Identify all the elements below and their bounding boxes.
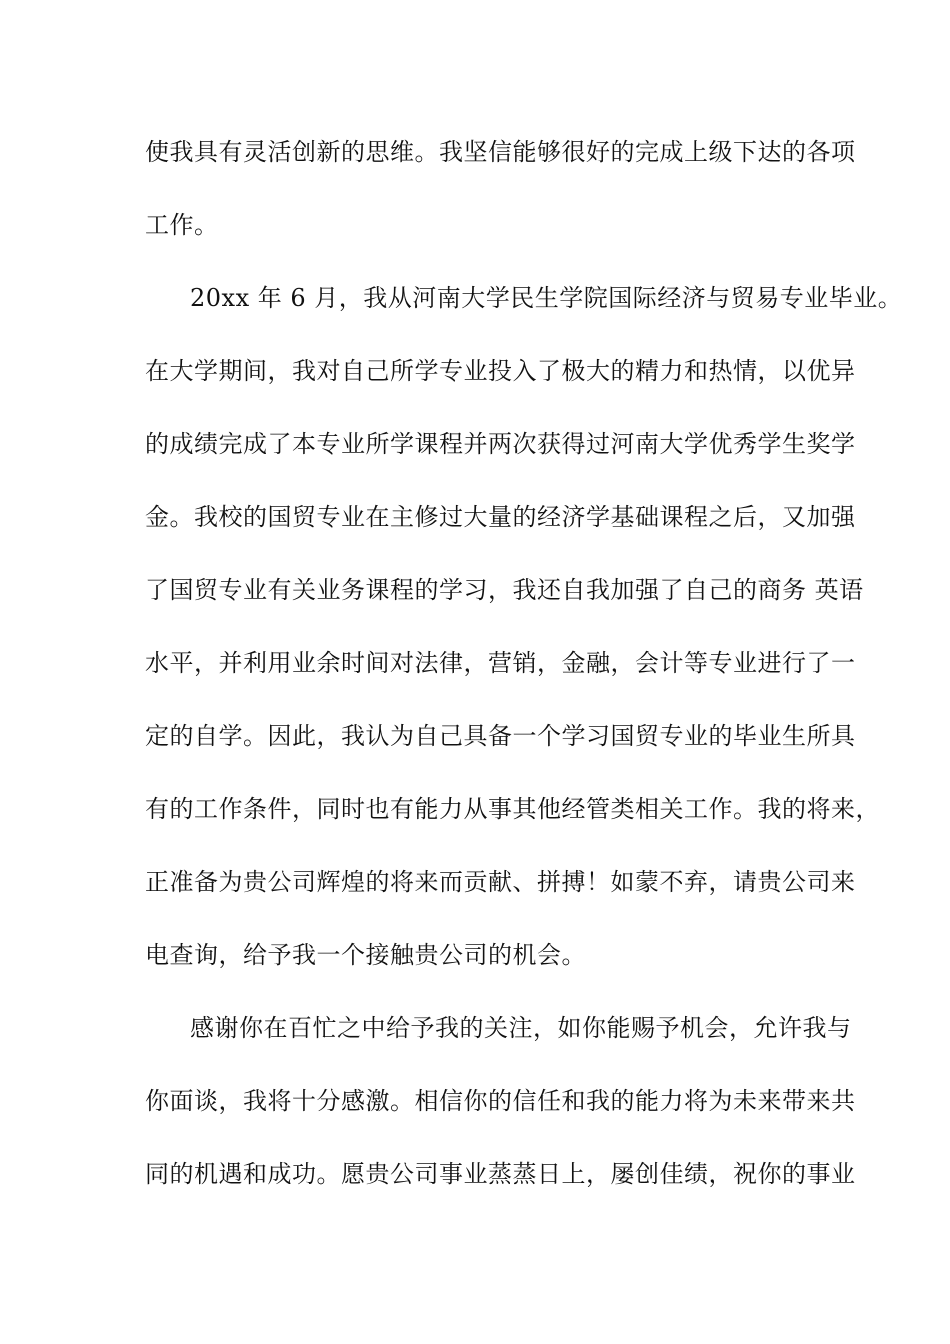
text-line: 正准备为贵公司辉煌的将来而贡献、拼搏！如蒙不弃，请贵公司来: [145, 868, 856, 896]
text-line: 水平，并利用业余时间对法律，营销，金融，会计等专业进行了一: [145, 649, 856, 677]
paragraph-start-line: 感谢你在百忙之中给予我的关注，如你能赐予机会，允许我与: [190, 1014, 852, 1042]
paragraph-start-line: 20xx 年 6 月，我从河南大学民生学院国际经济与贸易专业毕业。: [190, 284, 903, 312]
text-line: 有的工作条件，同时也有能力从事其他经管类相关工作。我的将来，: [145, 795, 880, 823]
text-line: 使我具有灵活创新的思维。我坚信能够很好的完成上级下达的各项: [145, 138, 856, 166]
text-line: 你面谈，我将十分感激。相信你的信任和我的能力将为未来带来共: [145, 1087, 856, 1115]
text-line: 定的自学。因此，我认为自己具备一个学习国贸专业的毕业生所具: [145, 722, 856, 750]
text-line: 同的机遇和成功。愿贵公司事业蒸蒸日上，屡创佳绩，祝你的事业: [145, 1160, 856, 1188]
text-line: 金。我校的国贸专业在主修过大量的经济学基础课程之后，又加强: [145, 503, 856, 531]
text-line: 了国贸专业有关业务课程的学习，我还自我加强了自己的商务 英语: [145, 576, 864, 604]
text-line: 的成绩完成了本专业所学课程并两次获得过河南大学优秀学生奖学: [145, 430, 856, 458]
text-line: 电查询，给予我一个接触贵公司的机会。: [145, 941, 586, 969]
text-line: 工作。: [145, 211, 219, 239]
text-line: 在大学期间，我对自己所学专业投入了极大的精力和热情，以优异: [145, 357, 856, 385]
